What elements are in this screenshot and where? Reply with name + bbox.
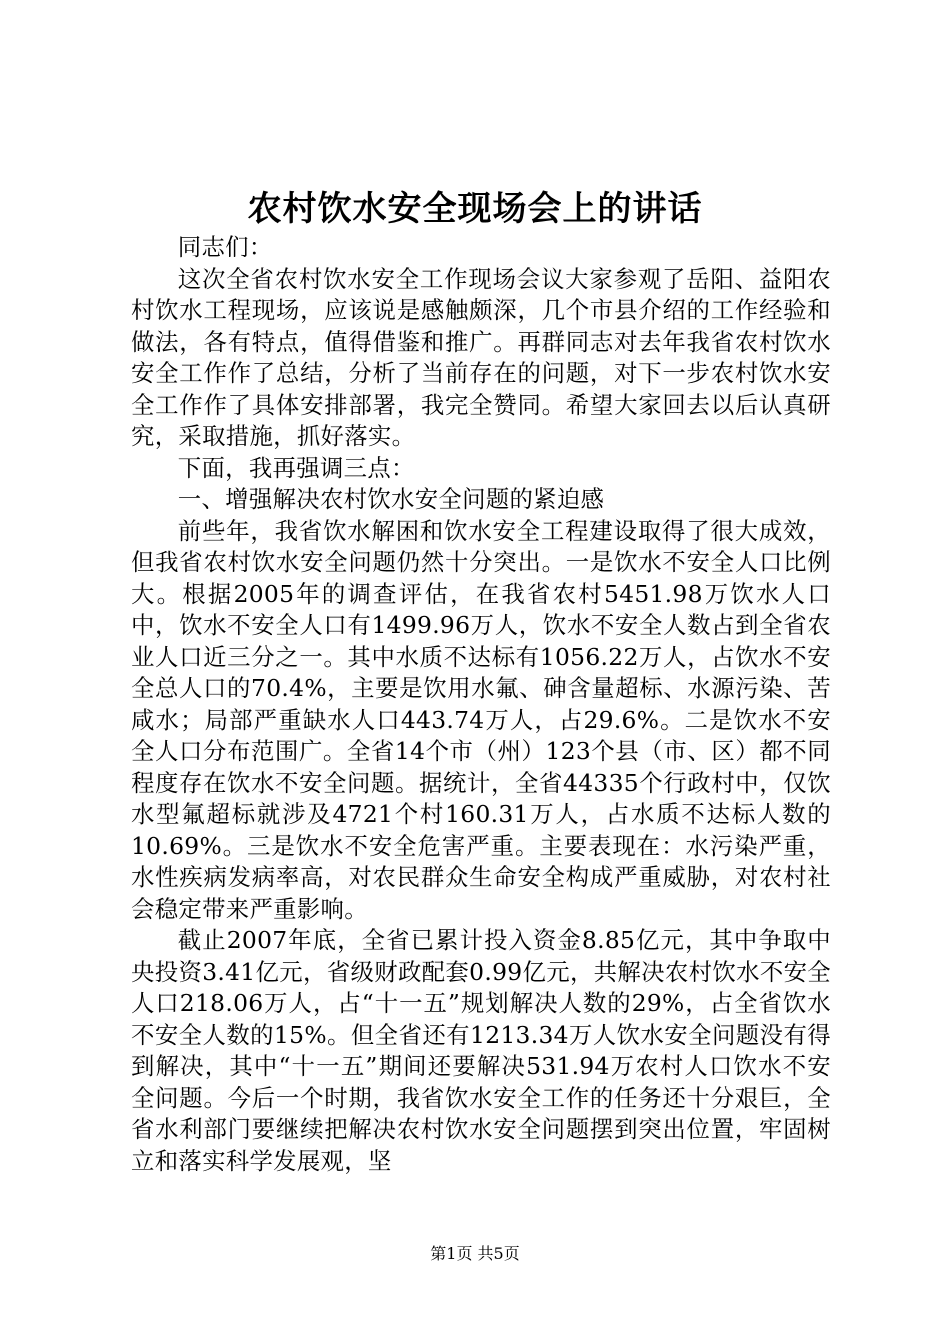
document-body [131, 232, 831, 1177]
salutation-paragraph: 同志们： [177, 233, 273, 261]
section-heading: 一、增强解决农村饮水安全问题的紧迫感 [177, 485, 605, 513]
document-title: 农村饮水安全现场会上的讲话 [247, 189, 703, 229]
body-paragraph: 下面，我再强调三点： [177, 453, 415, 482]
body-paragraph: 截止2007年底，全省已累计投入资金8.85亿元，其中争取中央投资3.41亿元，省级财政配套0.99亿元，共解决农村饮水不安全人口218.06万人，占“十一五”规划解决人数的29%，占全省饮水不安全人数的15%。但全省还有1213.34万人饮水安全问题没有得到解决，其中“十一五”期间还要解决531.94万农村人口饮水不安全问题。今后一个时期，我省饮水安全工作的任务还十分艰巨，全省水利部门要继续把解决农村饮水安全问题摆到突出位置，牢固树立和落实科学发展观，坚 [131, 926, 831, 1175]
body-paragraph: 前些年，我省饮水解困和饮水安全工程建设取得了很大成效，但我省农村饮水安全问题仍然十分突出。一是饮水不安全人口比例大。根据2005年的调查评估，在我省农村5451.98万饮水人口中，饮水不安全人口有1499.96万人，饮水不安全人数占到全省农业人口近三分之一。其中水质不达标有1056.22万人，占饮水不安全总人口的70.4%，主要是饮用水氟、砷含量超标、水源污染、苦咸水；局部严重缺水人口443.74万人，占29.6%。二是饮水不安全人口分布范围广。全省14个市（州）123个县（市、区）都不同程度存在饮水不安全问题。据统计，全省44335个行政村中，仅饮水型氟超标就涉及4721个村160.31万人，占水质不达标人数的10.69%。三是饮水不安全危害严重。主要表现在：水污染严重，水性疾病发病率高，对农民群众生命安全构成严重威胁，对农村社会稳定带来严重影响。 [131, 516, 831, 923]
page-footer: 第1页 共5页 [430, 1244, 520, 1263]
body-paragraph: 这次全省农村饮水安全工作现场会议大家参观了岳阳、益阳农村饮水工程现场，应该说是感触颇深，几个市县介绍的工作经验和做法，各有特点，值得借鉴和推广。再群同志对去年我省农村饮水安全工作作了总结，分析了当前存在的问题，对下一步农村饮水安全工作作了具体安排部署，我完全赞同。希望大家回去以后认真研究，采取措施，抓好落实。 [131, 264, 831, 450]
